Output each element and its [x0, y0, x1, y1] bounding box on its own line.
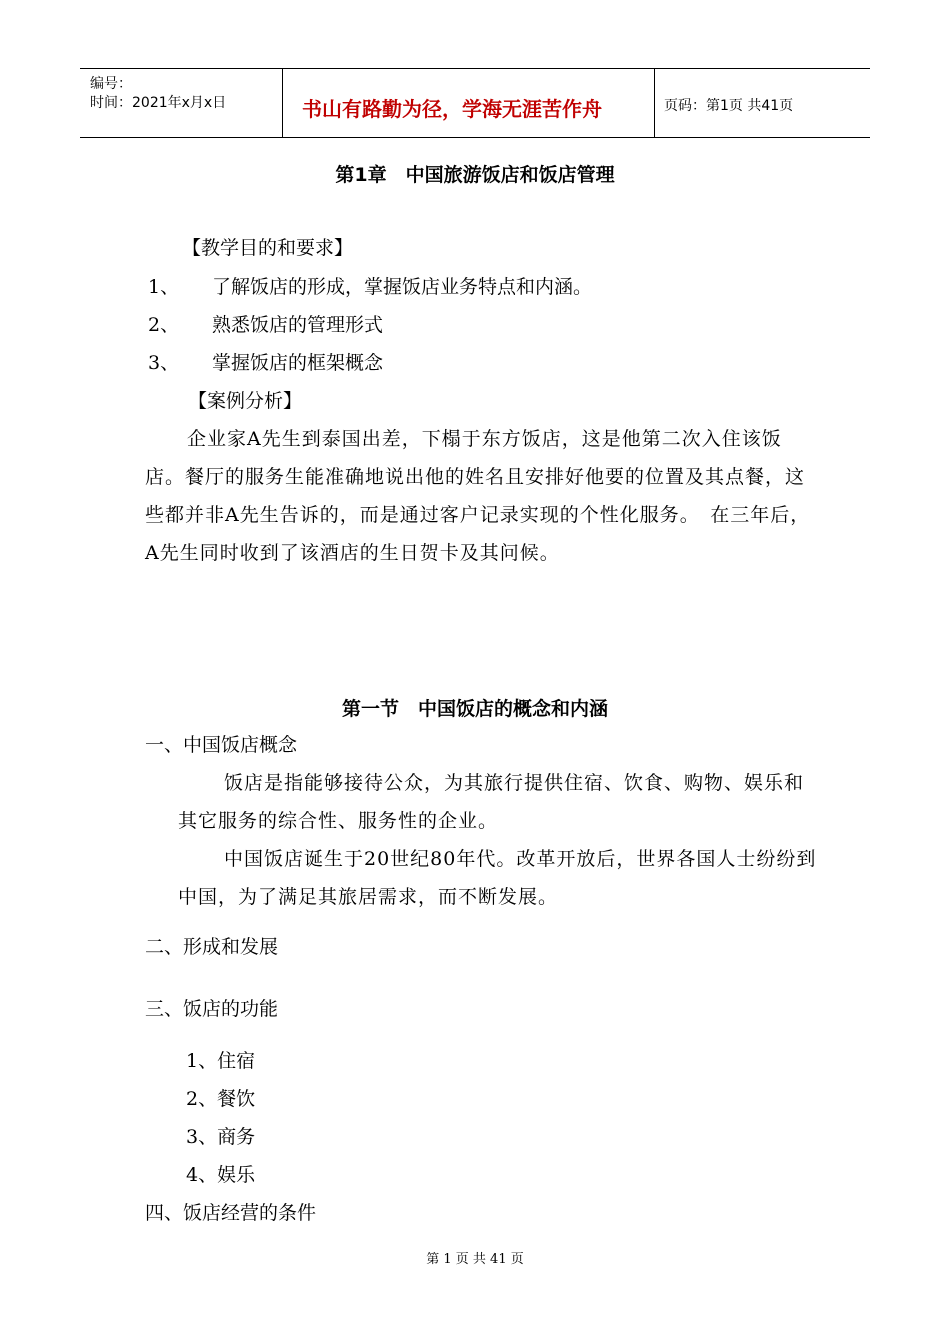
case-heading: 【案例分析】 — [188, 390, 303, 412]
objective-number: 3、 — [148, 352, 180, 374]
page-footer: 第 1 页 共 41 页 — [426, 1252, 524, 1267]
part1-heading: 一、中国饭店概念 — [145, 734, 298, 756]
header-page-label: 页码：第1页 共41页 — [664, 98, 794, 114]
header-divider — [282, 69, 283, 137]
part4-heading: 四、饭店经营的条件 — [145, 1202, 317, 1224]
function-item: 4、娱乐 — [186, 1164, 256, 1186]
objective-text: 熟悉饭店的管理形式 — [212, 314, 384, 336]
objectives-heading: 【教学目的和要求】 — [182, 237, 354, 259]
part3-heading: 三、饭店的功能 — [145, 998, 279, 1020]
header-motto: 书山有路勤为径，学海无涯苦作舟 — [302, 97, 602, 121]
part2-heading: 二、形成和发展 — [145, 936, 279, 958]
function-item: 3、商务 — [186, 1126, 256, 1148]
chapter-title: 第1章 中国旅游饭店和饭店管理 — [335, 164, 615, 186]
part1-paragraph: 中国饭店诞生于20世纪80年代。改革开放后，世界各国人士纷纷到中国，为了满足其旅居需求，而不断发展。 — [178, 848, 817, 908]
case-paragraph: 企业家A先生到泰国出差，下榻于东方饭店，这是他第二次入住该饭店。餐厅的服务生能准确地说出他的姓名且安排好他要的位置及其点餐，这些都并非A先生告诉的，而是通过客户记录实现的个性化服务。 在三年后，A先生同时收到了该酒店的生日贺卡及其问候。 — [145, 428, 811, 564]
section-title: 第一节 中国饭店的概念和内涵 — [341, 698, 608, 720]
objective-number: 2、 — [148, 314, 180, 336]
header-time: 时间：2021年x月x日 — [90, 95, 227, 111]
objective-text: 了解饭店的形成，掌握饭店业务特点和内涵。 — [212, 276, 593, 298]
function-item: 1、住宿 — [186, 1050, 256, 1072]
header-divider — [654, 69, 655, 137]
part1-paragraph: 饭店是指能够接待公众，为其旅行提供住宿、饮食、购物、娱乐和其它服务的综合性、服务性的企业。 — [178, 772, 805, 832]
page-header — [80, 68, 870, 138]
header-number: 编号： — [90, 76, 132, 92]
objective-number: 1、 — [148, 276, 180, 298]
objective-text: 掌握饭店的框架概念 — [212, 352, 384, 374]
function-item: 2、餐饮 — [186, 1088, 256, 1110]
